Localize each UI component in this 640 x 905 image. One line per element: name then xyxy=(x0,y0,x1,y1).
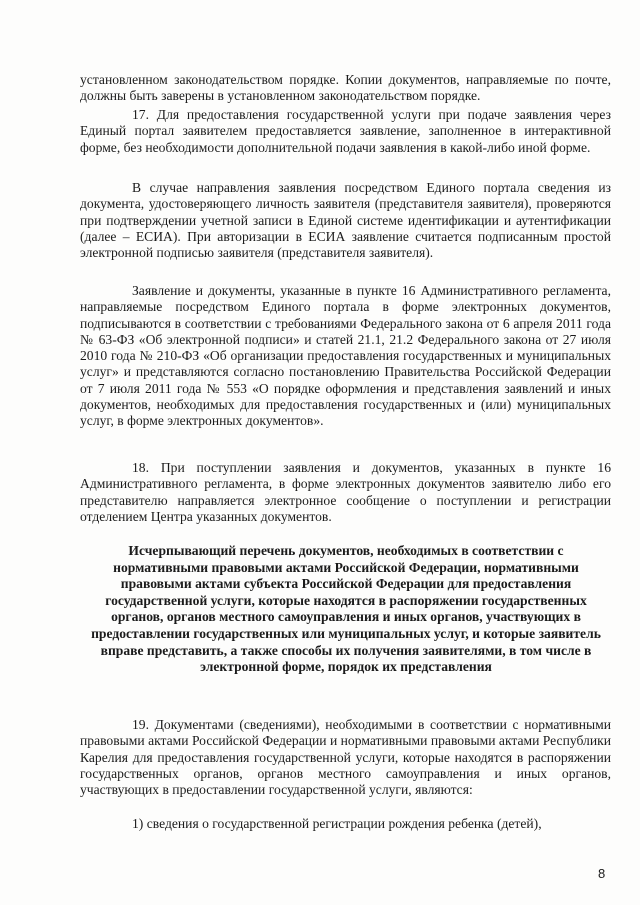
section-heading: Исчерпывающий перечень документов, необходимых в соответствии с нормативными правовыми актами Российской Федерации, нормативными правовыми актами субъекта Российской Федерации для предоставления государственной услуги, которые находятся в распоряжении государственных органов, органов местного самоуправления и иных органов, участвующих в предоставлении государственных или муниципальных услуг, и которые заявитель вправе представить, а также способы их получения заявителями, в том числе в электронной форме, порядок их представления xyxy=(91,543,601,675)
list-item-1: 1) сведения о государственной регистрации рождения ребенка (детей), xyxy=(132,816,542,831)
paragraph-continuation: установленном законодательством порядке. Копии документов, направляемые по почте, должны быть заверены в установленном законодательством порядке. xyxy=(80,72,611,104)
paragraph-19: 19. Документами (сведениями), необходимыми в соответствии с нормативными правовыми актами Российской Федерации и нормативными правовыми актами Республики Карелия для предоставления государственной услуги, которые находятся в распоряжении государственных органов, органов местного самоуправления и иных органов, участвующих в предоставлении государственной услуги, являются: xyxy=(80,717,611,798)
page-number: 8 xyxy=(598,866,606,881)
paragraph-signature: Заявление и документы, указанные в пункте 16 Административного регламента, направляемые посредством Единого портала в форме электронных документов, подписываются в соответствии с требованиями Федерального закона от 6 апреля 2011 года № 63-ФЗ «Об электронной подписи» и статей 21.1, 21.2 Федерального закона от 27 июля 2010 года № 210-ФЗ «Об организации предоставления государственных и муниципальных услуг» и представляются согласно постановлению Правительства Российской Федерации от 7 июля 2011 года № 553 «О порядке оформления и представления заявлений и иных документов, необходимых для предоставления государственных и (или) муниципальных услуг, в форме электронных документов». xyxy=(80,283,611,429)
paragraph-17: 17. Для предоставления государственной услуги при подаче заявления через Единый портал заявителем предоставляется заявление, заполненное в интерактивной форме, без необходимости дополнительной подачи заявления в какой-либо иной форме. xyxy=(80,107,611,155)
paragraph-esia: В случае направления заявления посредством Единого портала сведения из документа, удостоверяющего личность заявителя (представителя заявителя), проверяются при подтверждении учетной записи в Единой системе идентификации и аутентификации (далее – ЕСИА). При авторизации в ЕСИА заявление считается подписанным простой электронной подписью заявителя (представителя заявителя). xyxy=(80,180,611,261)
paragraph-18: 18. При поступлении заявления и документов, указанных в пункте 16 Административного регламента, в форме электронных документов заявителю либо его представителю направляется электронное сообщение о поступлении и регистрации отделением Центра указанных документов. xyxy=(80,460,611,524)
